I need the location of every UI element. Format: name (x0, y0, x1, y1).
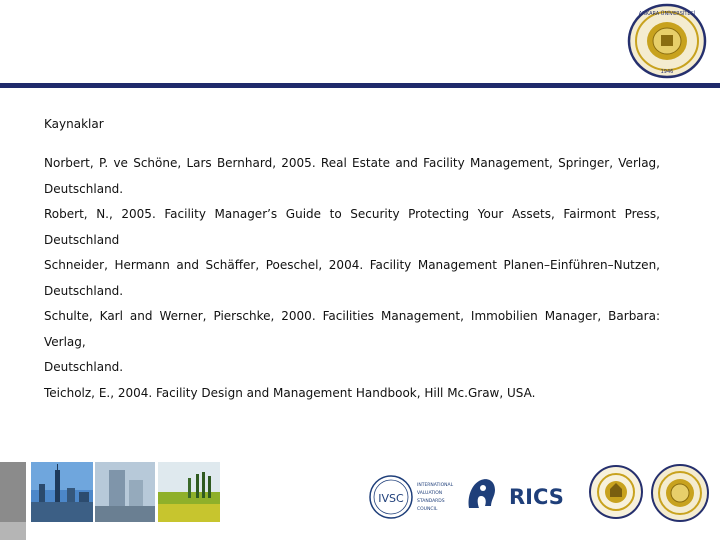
ivsc-line: INTERNATIONAL (417, 483, 454, 488)
university-seal-small-logo (650, 463, 710, 523)
office-towers-photo (95, 462, 155, 522)
reference-line: Deutschland. (44, 181, 124, 196)
ivsc-wordmark: IVSC (378, 492, 404, 505)
reference-line: Schneider, Hermann and Schäffer, Poeschel, 2004. Facility Management Planen–Einführen–Nutzen, (44, 258, 660, 272)
ivsc-line: COUNCIL (417, 507, 438, 512)
references-section (44, 117, 660, 406)
reference-line: Teicholz, E., 2004. Facility Design and Management Handbook, Hill Mc.Graw, USA. (44, 385, 536, 400)
rics-logo (465, 474, 580, 514)
university-seal-logo (626, 3, 708, 79)
footer-gray-block (0, 462, 26, 522)
reference-line: Schulte, Karl and Werner, Pierschke, 2000. Facilities Management, Immobilien Manager, Barbara: Verlag, (44, 309, 660, 349)
section-heading: Kaynaklar (44, 117, 104, 131)
ivsc-line: VALUATION (417, 491, 443, 496)
footer-gray-block-lower (0, 522, 26, 540)
reference-line: Deutschland. (44, 283, 124, 298)
reference-line: Robert, N., 2005. Facility Manager’s Guide to Security Protecting Your Assets, Fairmont Press, Deutschland (44, 207, 660, 247)
ivsc-logo (369, 474, 457, 520)
seal-name-text: ANKARA ÜNİVERSİTESİ (638, 11, 696, 17)
city-skyline-photo (31, 462, 93, 522)
seal-year-text: 1946 (660, 69, 674, 75)
landscape-photo (158, 462, 220, 522)
rics-wordmark: RICS (509, 485, 564, 509)
reference-line: Norbert, P. ve Schöne, Lars Bernhard, 2005. Real Estate and Facility Management, Springer, Verlag, (44, 156, 660, 170)
reference-line: Deutschland. (44, 360, 124, 374)
secondary-seal-logo (588, 463, 644, 521)
header-accent-bar (0, 83, 720, 88)
ivsc-line: STANDARDS (417, 499, 445, 504)
